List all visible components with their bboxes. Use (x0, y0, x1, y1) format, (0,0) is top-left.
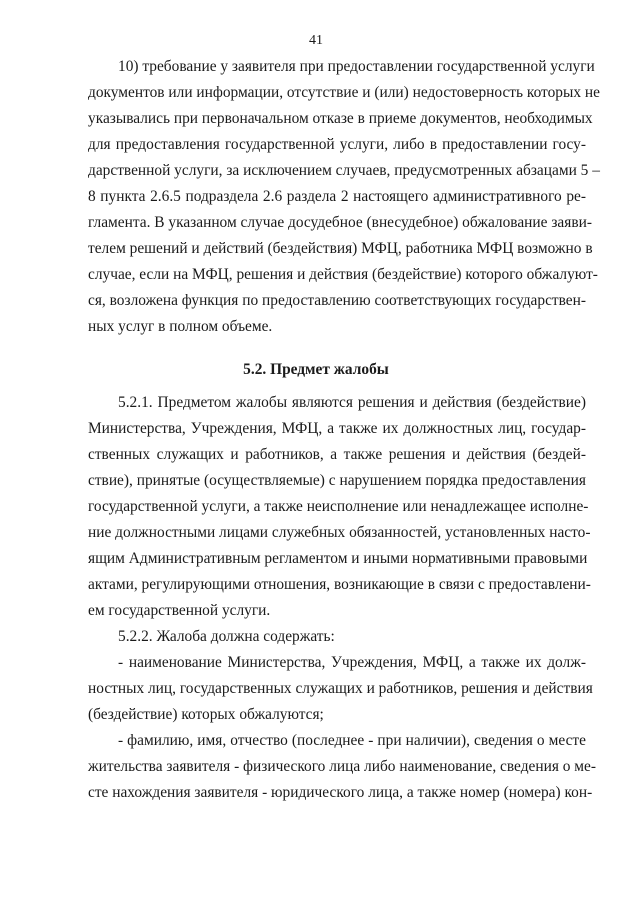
text-line: документов или информации, отсутствие и (или) недостоверность которых не (88, 84, 600, 101)
text-line: ственных служащих и работников, а также решения и действия (бездей- (88, 446, 586, 463)
text-line: ние должностными лицами служебных обязанностей, установленных насто- (88, 524, 591, 541)
text-line: указывались при первоначальном отказе в приеме документов, необходимых (88, 110, 593, 127)
text-line: для предоставления государственной услуги, либо в предоставлении госу- (88, 136, 586, 153)
text-line: жительства заявителя - физического лица либо наименование, сведения о ме- (88, 758, 596, 775)
page-number: 41 (309, 33, 323, 48)
text-line: ся, возложена функция по предоставлению соответствующих государствен- (88, 292, 586, 309)
text-line: (бездействие) которых обжалуются; (88, 706, 324, 723)
text-line: случае, если на МФЦ, решения и действия (бездействие) которого обжалуют- (88, 266, 598, 283)
text-line: ящим Административным регламентом и иными нормативными правовыми (88, 550, 588, 567)
text-line: актами, регулирующими отношения, возникающие в связи с предоставлени- (88, 576, 591, 593)
text-line: телем решений и действий (бездействия) МФЦ, работника МФЦ возможно в (88, 240, 593, 257)
text-line: гламента. В указанном случае досудебное (внесудебное) обжалование заяви- (88, 214, 592, 231)
text-line: сте нахождения заявителя - юридического лица, а также номер (номера) кон- (88, 784, 593, 801)
text-line: 5.2.2. Жалоба должна содержать: (118, 628, 335, 645)
text-line: ностных лиц, государственных служащих и работников, решения и действия (88, 680, 593, 697)
text-line: ем государственной услуги. (88, 602, 271, 619)
text-line: ствие), принятые (осуществляемые) с нарушением порядка предоставления (88, 472, 586, 489)
text-line: Министерства, Учреждения, МФЦ, а также их должностных лиц, государ- (88, 420, 586, 437)
text-line: - наименование Министерства, Учреждения, МФЦ, а также их долж- (118, 654, 586, 671)
text-line: 8 пункта 2.6.5 подраздела 2.6 раздела 2 настоящего административного ре- (88, 188, 586, 205)
section-heading: 5.2. Предмет жалобы (243, 361, 389, 378)
text-line: 10) требование у заявителя при предоставлении государственной услуги (118, 58, 595, 75)
text-line: ных услуг в полном объеме. (88, 318, 273, 335)
text-line: дарственной услуги, за исключением случаев, предусмотренных абзацами 5 – (88, 162, 600, 179)
text-line: - фамилию, имя, отчество (последнее - при наличии), сведения о месте (118, 732, 586, 749)
text-line: государственной услуги, а также неисполнение или ненадлежащее исполне- (88, 498, 589, 515)
text-line: 5.2.1. Предметом жалобы являются решения и действия (бездействие) (118, 394, 586, 411)
